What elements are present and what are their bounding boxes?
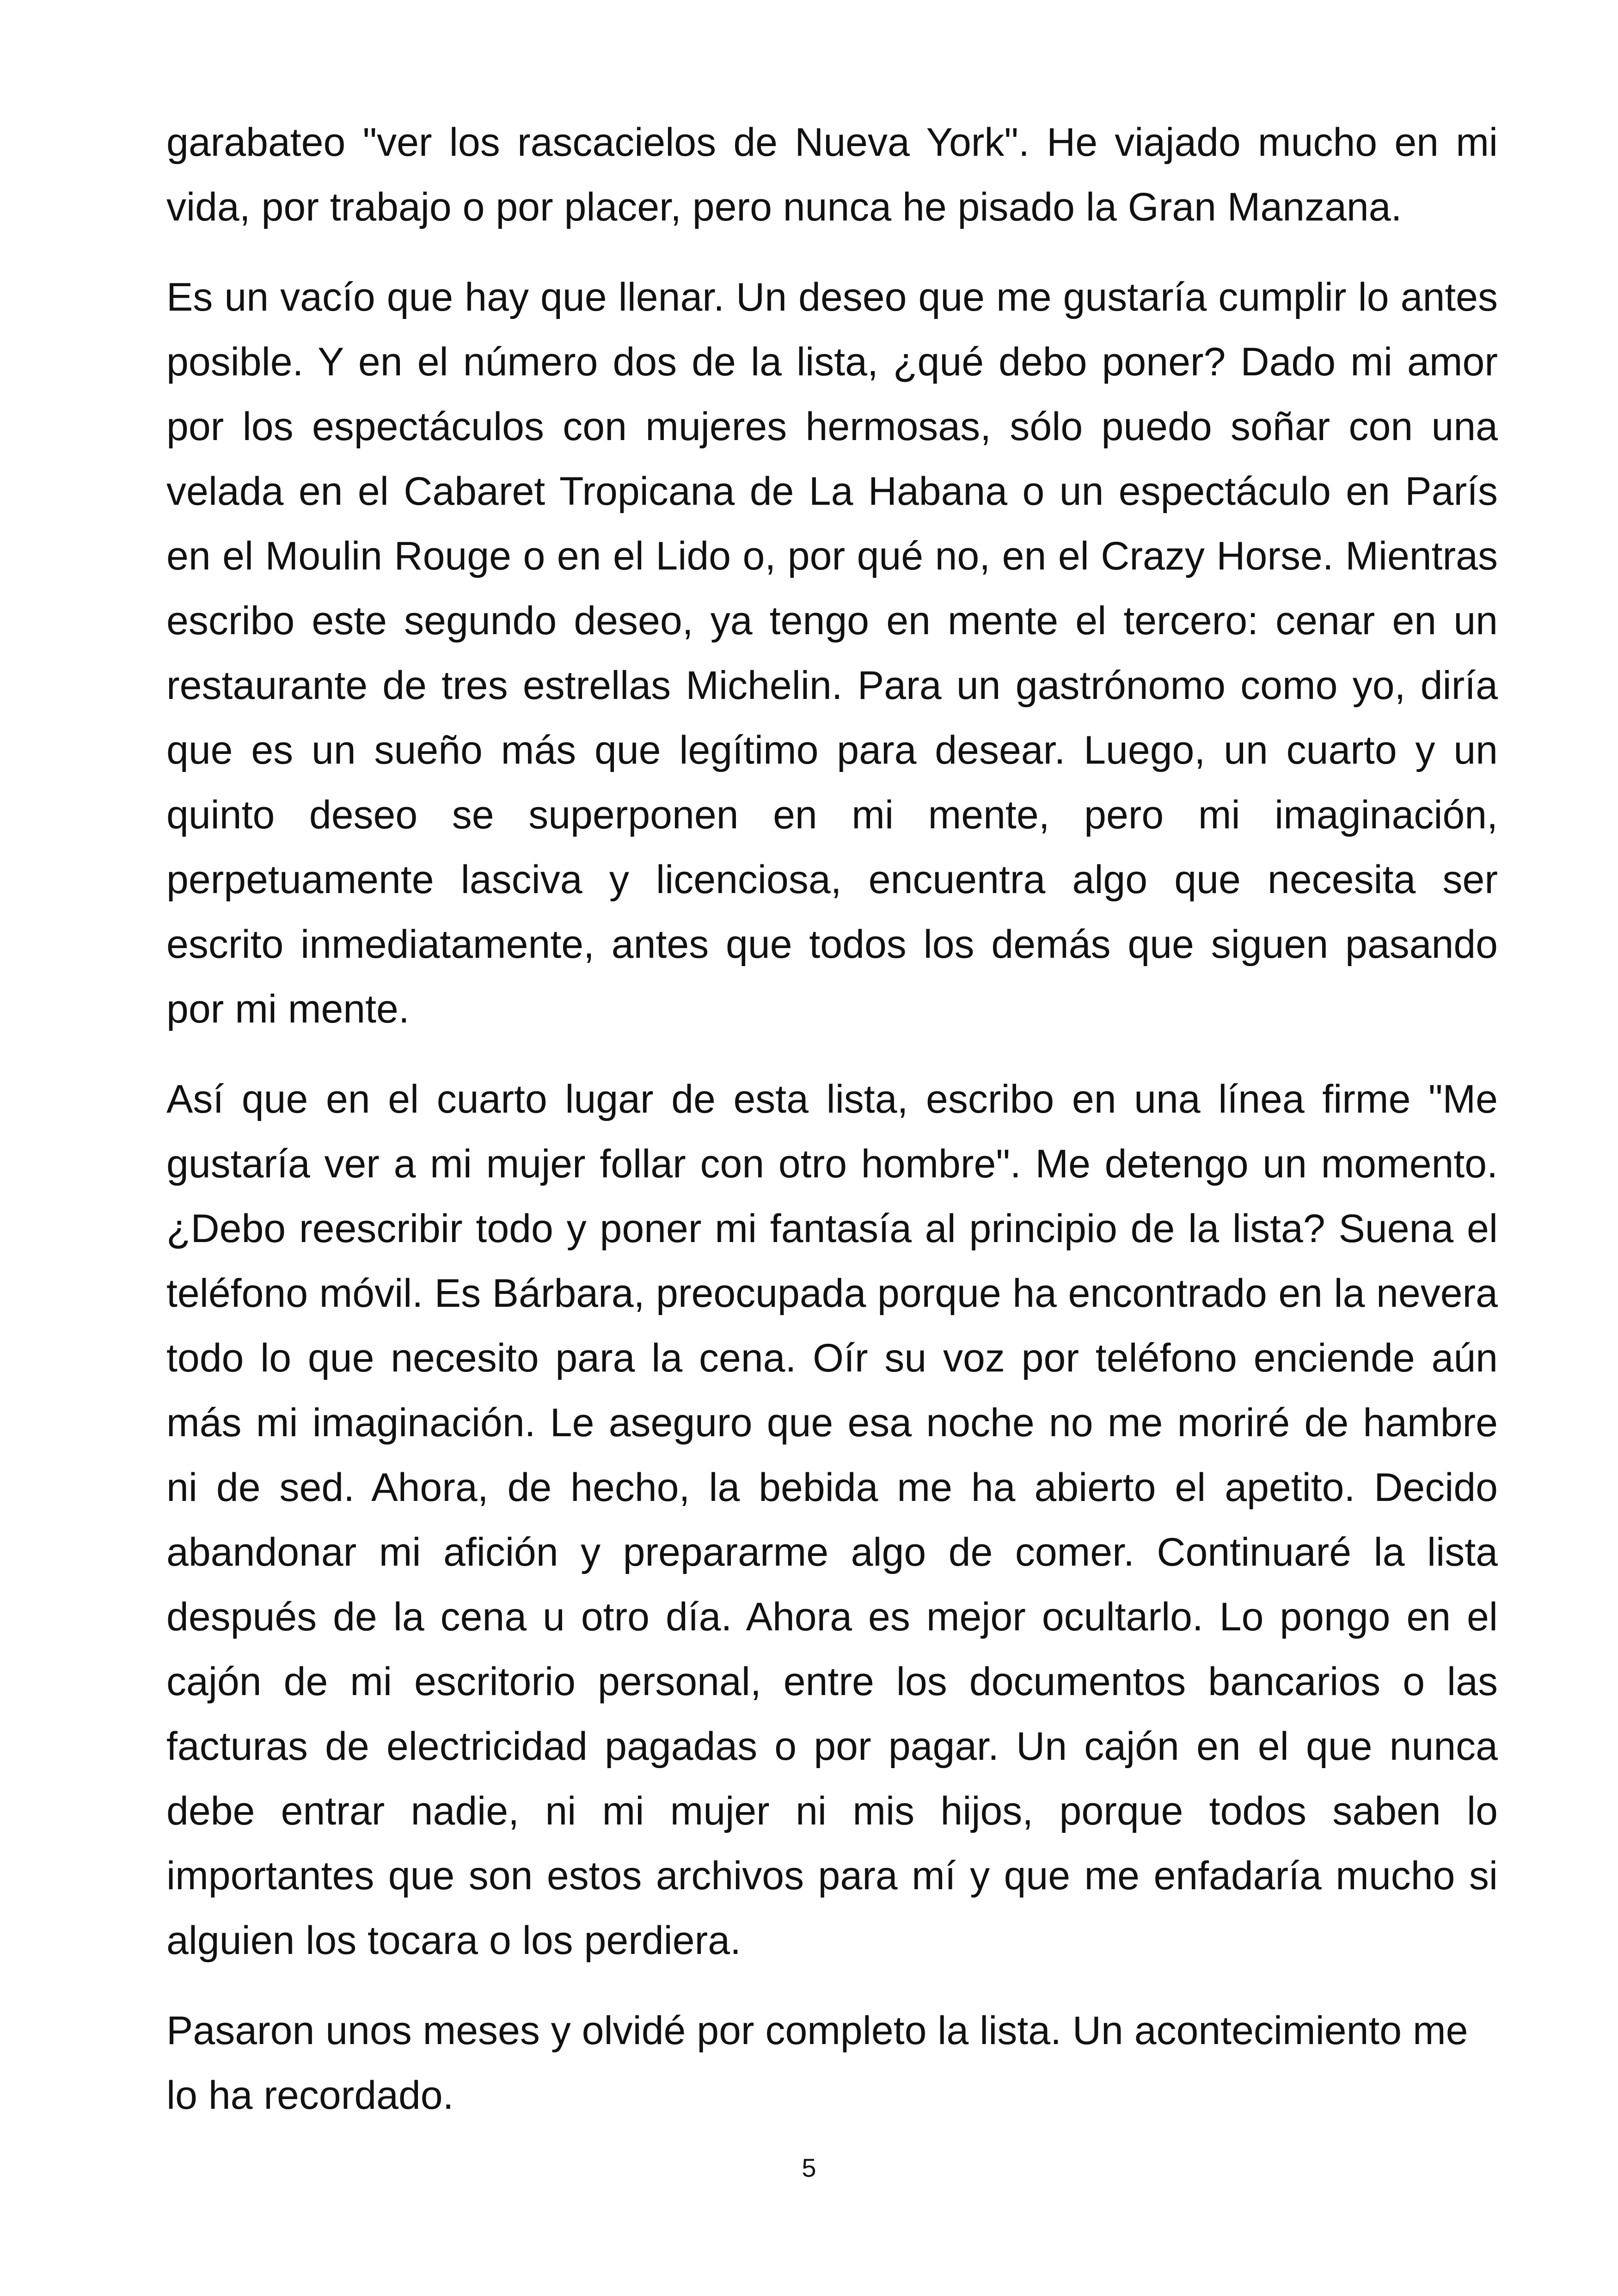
- page-body: [166, 110, 1498, 2153]
- paragraph-4: Pasaron unos meses y olvidé por completo la lista. Un acontecimiento me lo ha recordado.: [166, 2008, 1468, 2118]
- paragraph-3: Así que en el cuarto lugar de esta lista, escribo en una línea firme "Me gustaría ver a mi mujer follar con otro hombre". Me detengo un momento. ¿Debo reescribir todo y poner mi fantasía al principio de la lista? Suena el teléfono móvil. Es Bárbara, preocupada porque ha encontrado en la nevera todo lo que necesito para la cena. Oír su voz por teléfono enciende aún más mi imaginación. Le aseguro que esa noche no me moriré de hambre ni de sed. Ahora, de hecho, la bebida me ha abierto el apetito. Decido abandonar mi afición y prepararme algo de comer. Continuaré la lista después de la cena u otro día. Ahora es mejor ocultarlo. Lo pongo en el cajón de mi escritorio personal, entre los documentos bancarios o las facturas de electricidad pagadas o por pagar. Un cajón en el que nunca debe entrar nadie, ni mi mujer ni mis hijos, porque todos saben lo importantes que son estos archivos para mí y que me enfadaría mucho si alguien los tocara o los perdiera.: [166, 1077, 1498, 1963]
- page-number: 5: [802, 2153, 816, 2182]
- paragraph-1: garabateo "ver los rascacielos de Nueva York". He viajado mucho en mi vida, por trabajo o por placer, pero nunca he pisado la Gran Manzana.: [166, 120, 1498, 229]
- paragraph-2: Es un vacío que hay que llenar. Un deseo que me gustaría cumplir lo antes posible. Y en el número dos de la lista, ¿qué debo poner? Dado mi amor por los espectáculos con mujeres hermosas, sólo puedo soñar con una velada en el Cabaret Tropicana de La Habana o un espectáculo en París en el Moulin Rouge o en el Lido o, por qué no, en el Crazy Horse. Mientras escribo este segundo deseo, ya tengo en mente el tercero: cenar en un restaurante de tres estrellas Michelin. Para un gastrónomo como yo, diría que es un sueño más que legítimo para desear. Luego, un cuarto y un quinto deseo se superponen en mi mente, pero mi imaginación, perpetuamente lasciva y licenciosa, encuentra algo que necesita ser escrito inmediatamente, antes que todos los demás que siguen pasando por mi mente.: [166, 275, 1498, 1031]
